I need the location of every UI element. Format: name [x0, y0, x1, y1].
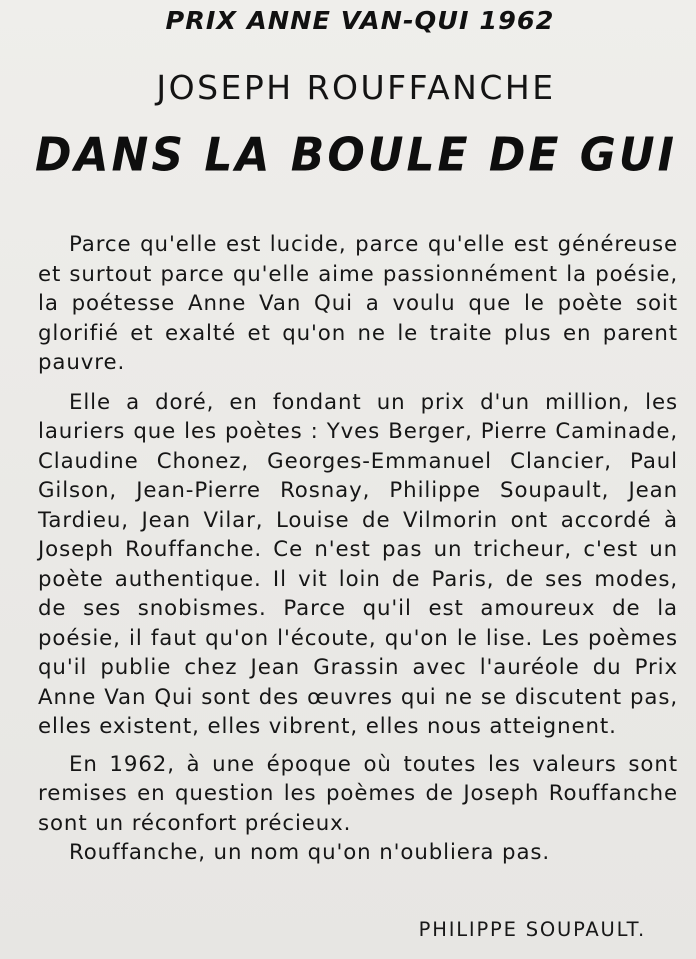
prize-heading: PRIX ANNE VAN-QUI 1962 [165, 6, 555, 35]
book-title: DANS LA BOULE DE GUI [34, 128, 677, 183]
paragraph-2: Elle a doré, en fondant un prix d'un million, les lauriers que les poètes : Yves Berger, Pierre Caminade, Claudine Chonez, Georges-Emmanuel Clancier, Paul Gilson, Jean-Pierre Rosnay, Philippe Soupault, Jean Tardieu, Jean Vilar, Louise de Vilmorin ont accordé à Joseph Rouffanche. Ce n'est pas un tricheur, c'est un poète authentique. Il vit loin de Paris, de ses modes, de ses snobismes. Parce qu'il est amoureux de la poésie, il faut qu'on l'écoute, qu'on le lise. Les poèmes qu'il publie chez Jean Grassin avec l'auréole du Prix Anne Van Qui sont des œuvres qui ne se discutent pas, elles existent, elles vibrent, elles nous atteignent. [38, 389, 678, 739]
paragraph-4: Rouffanche, un nom qu'on n'oubliera pas. [69, 840, 551, 865]
signature: PHILIPPE SOUPAULT. [418, 918, 646, 941]
paragraph-1: Parce qu'elle est lucide, parce qu'elle est généreuse et surtout parce qu'elle aime passionnément la poésie, la poétesse Anne Van Qui a voulu que le poète soit glorifié et exalté et qu'on ne le traite plus en parent pauvre. [38, 232, 678, 375]
article-body [38, 230, 678, 868]
author-name: JOSEPH ROUFFANCHE [156, 68, 556, 107]
paragraph-3: En 1962, à une époque où toutes les valeurs sont remises en question les poèmes de Joseph Rouffanche sont un réconfort précieux. [38, 751, 678, 836]
